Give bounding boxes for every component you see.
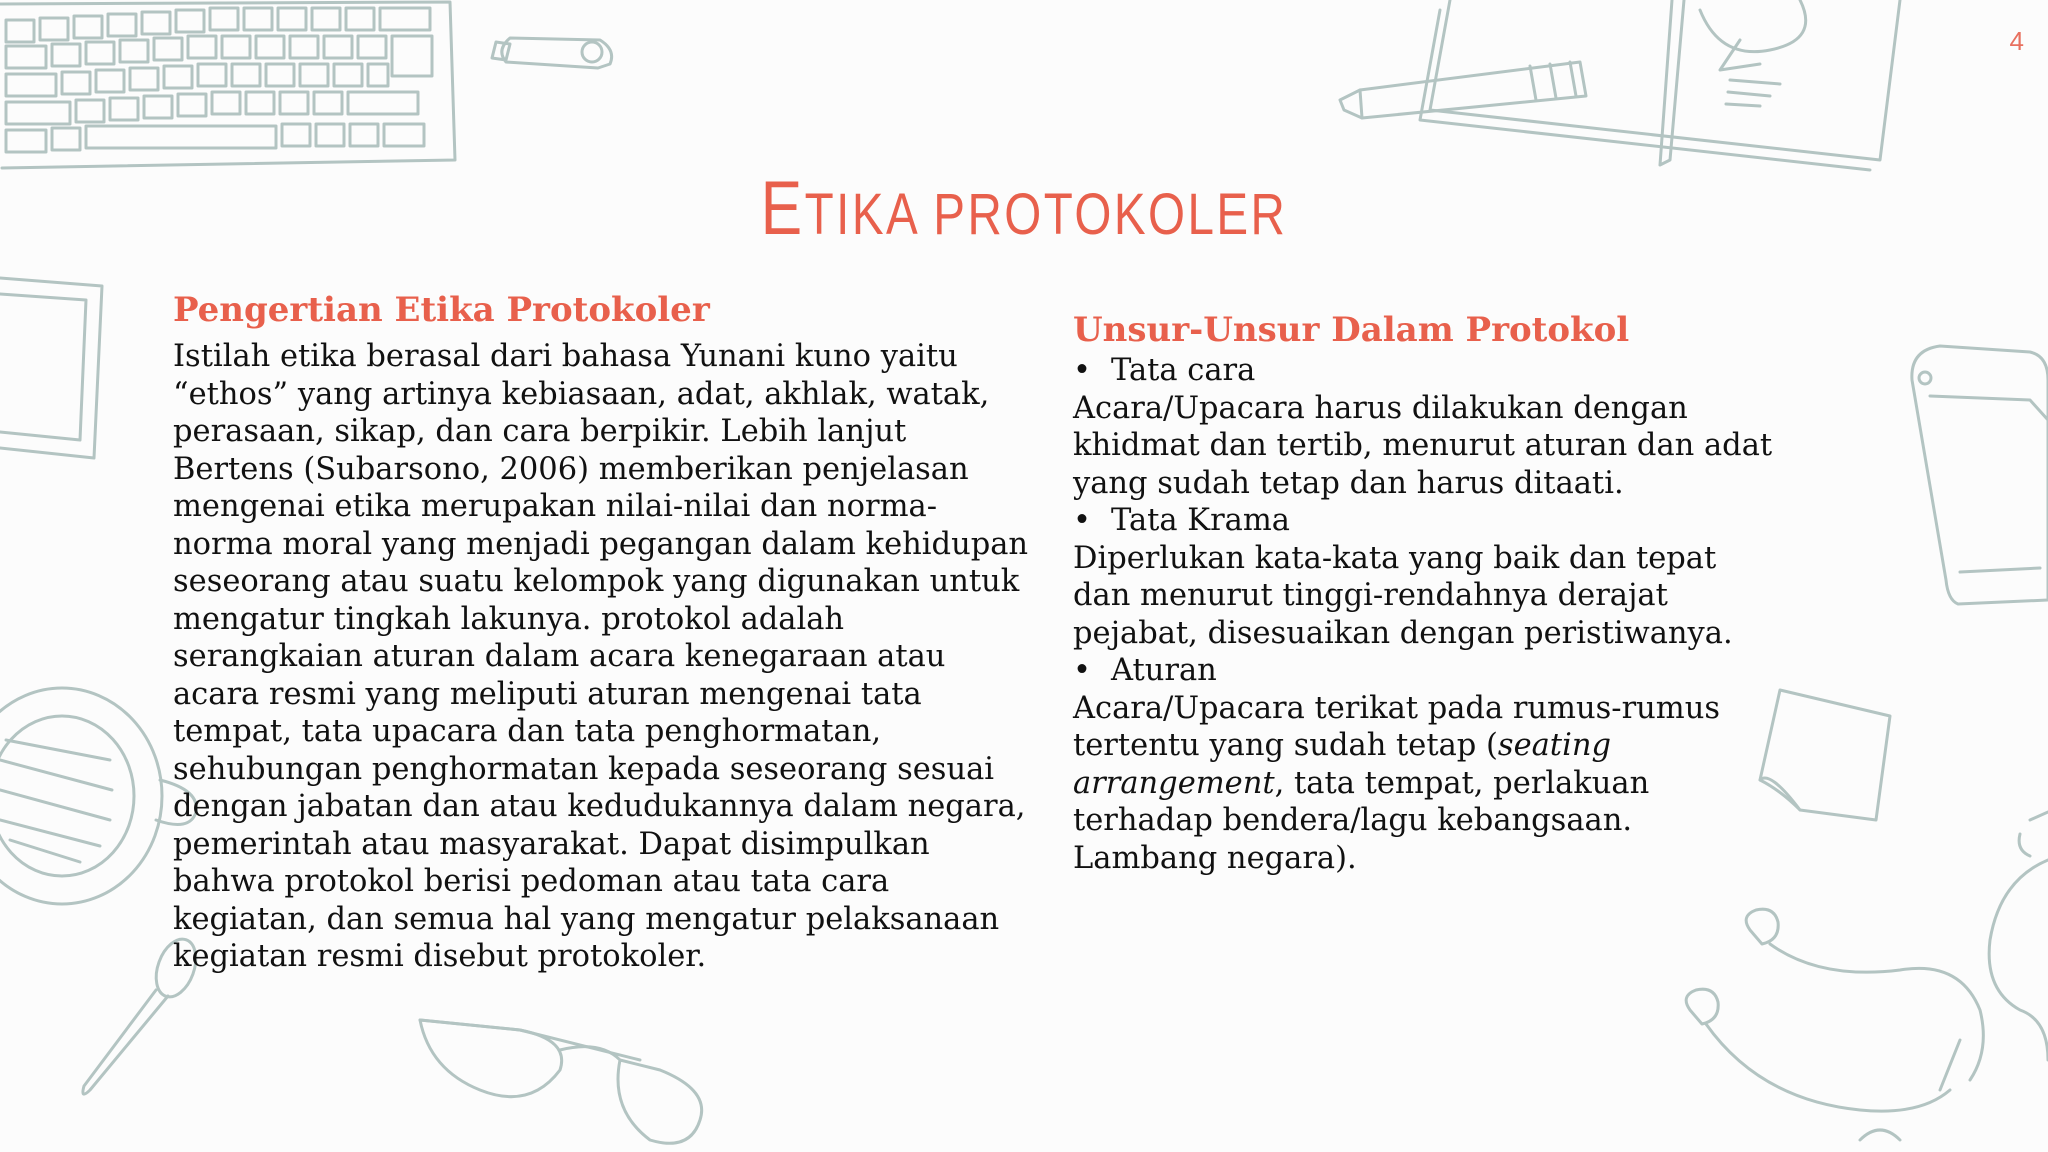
list-item-label: Tata Krama — [1111, 503, 1290, 538]
desc-text-after: , tata tempat, perlakuan terhadap bendera/lagu kebangsaan. Lambang negara). — [1073, 765, 1650, 876]
frame-doodle — [0, 278, 102, 458]
list-item — [1073, 352, 1773, 390]
desc-text-before: Acara/Upacara terikat pada rumus-rumus tertentu yang sudah tetap ( — [1073, 690, 1721, 763]
list-item-label: Tata cara — [1111, 353, 1256, 388]
bullet-icon: • — [1073, 653, 1091, 688]
usb-doodle — [492, 38, 612, 68]
list-item — [1073, 502, 1773, 540]
elements-section — [1073, 308, 1773, 877]
desc-text-italic: seating arrangement — [1073, 728, 1611, 801]
slide-title-initial: E — [760, 166, 805, 251]
notebook-doodle — [1420, 0, 1900, 170]
keyboard-doodle — [0, 2, 455, 168]
list-item-desc — [1073, 690, 1773, 878]
coffee-cup-doodle — [0, 688, 196, 904]
definition-section — [173, 288, 1033, 976]
slide-title — [184, 165, 1863, 252]
elements-heading: Unsur-Unsur Dalam Protokol — [1073, 310, 1630, 350]
definition-heading: Pengertian Etika Protokoler — [173, 290, 710, 330]
list-item-desc: Acara/Upacara harus dilakukan dengan khidmat dan tertib, menurut aturan dan adat yang sudah tetap dan harus ditaati. — [1073, 390, 1773, 501]
sticky-note-doodle — [1760, 690, 1890, 820]
bullet-icon: • — [1073, 503, 1091, 538]
list-item — [1073, 652, 1773, 690]
page-number: 4 — [2009, 26, 2024, 56]
pen-doodle — [1340, 62, 1586, 118]
definition-paragraph: Istilah etika berasal dari bahasa Yunani kuno yaitu “ethos” yang artinya kebiasaan, adat, akhlak, watak, perasaan, sikap, dan cara berpikir. Lebih lanjut Bertens (Subarsono, 2006) memberikan penjelasan mengenai etika merupakan nilai-nilai dan norma-norma moral yang menjadi pegangan dalam kehidupan seseorang atau suatu kelompok yang digunakan untuk mengatur tingkah lakunya. protokol adalah serangkaian aturan dalam acara kenegaraan atau acara resmi yang meliputi aturan mengenai tata tempat, tata upacara dan tata penghormatan, sehubungan penghormatan kepada seseorang sesuai dengan jabatan dan atau kedudukannya dalam negara, pemerintah atau masyarakat. Dapat disimpulkan bahwa protokol berisi pedoman atau tata cara kegiatan, dan semua hal yang mengatur pelaksanaan kegiatan resmi disebut protokoler. — [173, 339, 1029, 974]
bullet-icon: • — [1073, 353, 1091, 388]
slide-title-rest: TIKA PROTOKOLER — [804, 182, 1288, 247]
list-item-desc: Diperlukan kata-kata yang baik dan tepat dan menurut tinggi-rendahnya derajat pejabat, disesuaikan dengan peristiwanya. — [1073, 540, 1733, 651]
list-item-label: Aturan — [1111, 653, 1217, 688]
glasses-doodle — [420, 1020, 702, 1143]
phone-doodle — [1912, 346, 2048, 604]
